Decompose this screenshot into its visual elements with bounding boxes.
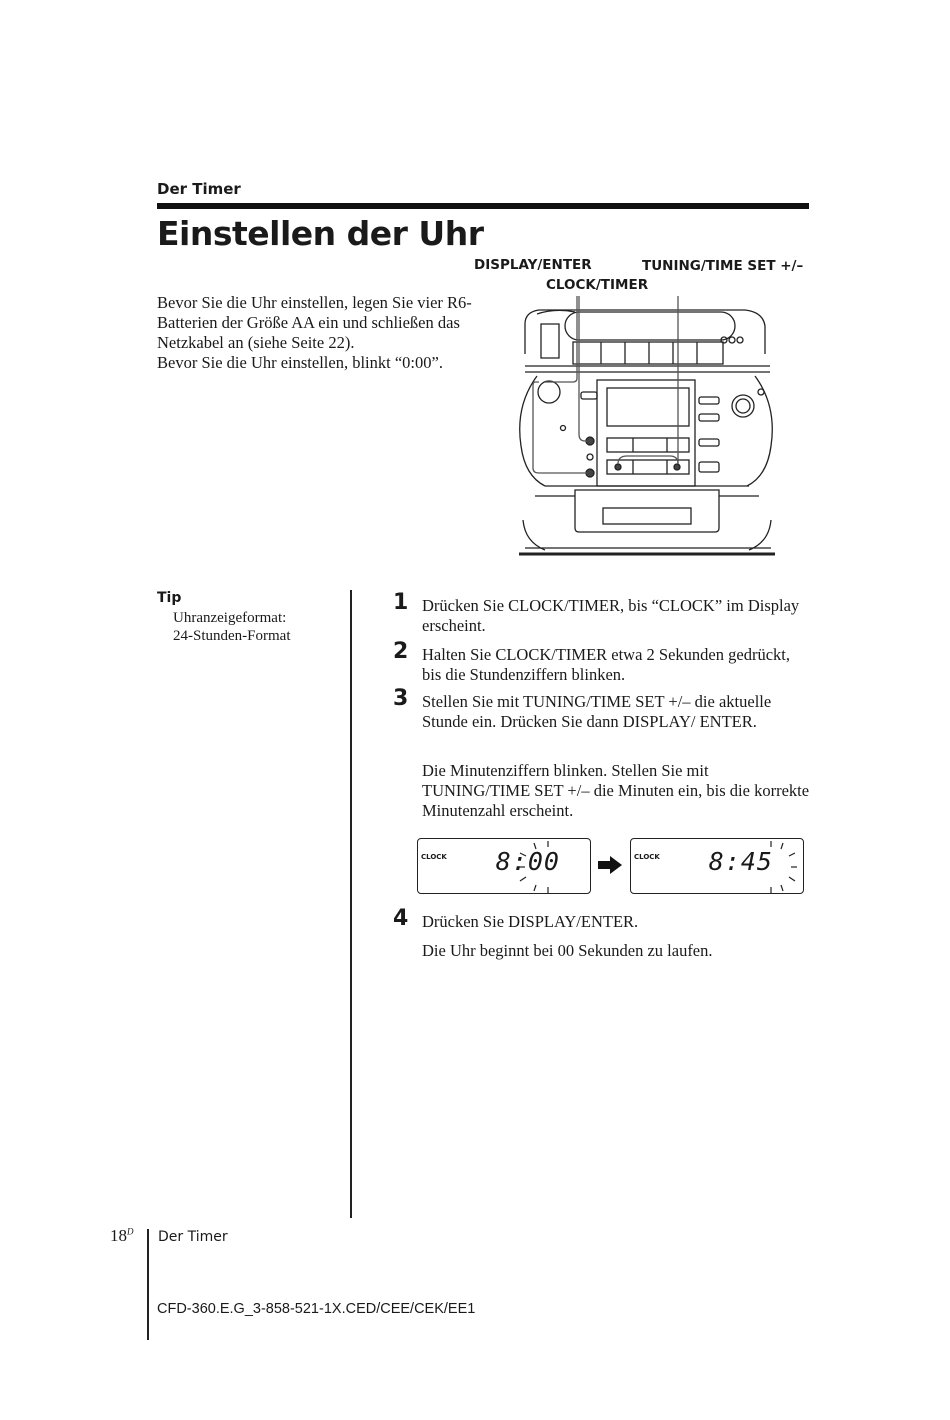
lcd-display-after [630, 838, 804, 894]
title-rule [157, 203, 809, 209]
page-number [110, 1226, 134, 1246]
tuning-time-set-label: TUNING/TIME SET +/– [642, 258, 804, 274]
lcd-label: CLOCK [634, 853, 660, 861]
display-enter-label: DISPLAY/ENTER [474, 257, 592, 273]
section-label: Der Timer [157, 180, 241, 198]
lcd-label: CLOCK [421, 853, 447, 861]
lcd-digits: 8:00 [495, 847, 560, 876]
lcd-digits: 8:45 [708, 847, 773, 876]
step-note: Die Minutenziffern blinken. Stellen Sie mit TUNING/TIME SET +/– die Minuten ein, bis die korrekte Minutenzahl erscheint. [422, 761, 810, 820]
intro-paragraph: Bevor Sie die Uhr einstellen, blinkt “0:00”. [157, 353, 443, 372]
step-note: Die Uhr beginnt bei 00 Sekunden zu laufen. [422, 941, 713, 960]
step-text: Drücken Sie CLOCK/TIMER, bis “CLOCK” im Display erscheint. [422, 596, 800, 635]
step-text: Stellen Sie mit TUNING/TIME SET +/– die aktuelle Stunde ein. Drücken Sie dann DISPLAY/ ENTER. [422, 692, 772, 731]
intro-text [157, 293, 477, 373]
tip-line: 24-Stunden-Format [173, 628, 291, 644]
tip-heading: Tip [157, 590, 182, 606]
page-number-suffix: D [127, 1226, 134, 1237]
arrow-right-icon [596, 855, 624, 875]
tip-line: Uhranzeigeformat: [173, 610, 287, 626]
step-number: 3 [393, 686, 409, 711]
step-number: 2 [393, 639, 409, 664]
document-code: CFD-360.E.G_3-858-521-1X.CED/CEE/CEK/EE1 [157, 1301, 476, 1317]
footer-section: Der Timer [158, 1229, 228, 1245]
column-divider [350, 590, 352, 1218]
clock-timer-label: CLOCK/TIMER [546, 277, 649, 293]
page-number-value: 18 [110, 1226, 127, 1245]
step-text: Drücken Sie DISPLAY/ENTER. [422, 912, 639, 931]
step-number: 1 [393, 590, 409, 615]
step-text: Halten Sie CLOCK/TIMER etwa 2 Sekunden gedrückt, bis die Stundenziffern blinken. [422, 645, 790, 684]
footer-rule [147, 1229, 149, 1340]
tip-text [173, 609, 291, 645]
intro-paragraph: Bevor Sie die Uhr einstellen, legen Sie vier R6-Batterien der Größe AA ein und schließen das Netzkabel an (siehe Seite 22). [157, 293, 472, 352]
lcd-display-before [417, 838, 591, 894]
page-title: Einstellen der Uhr [157, 214, 484, 253]
radio-cassette-illustration [515, 296, 780, 566]
step-number: 4 [393, 906, 409, 931]
display-sequence [417, 838, 807, 896]
